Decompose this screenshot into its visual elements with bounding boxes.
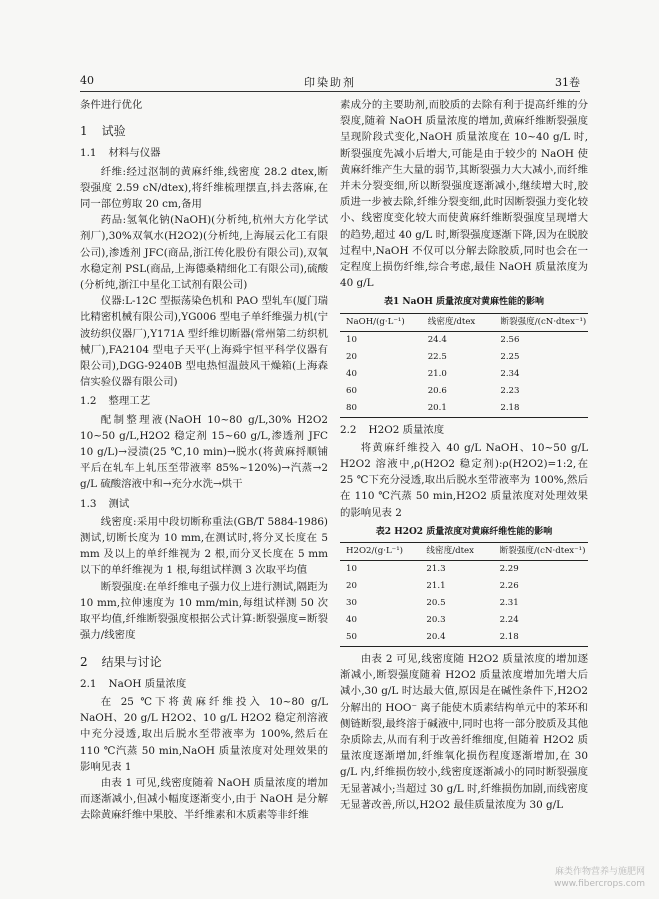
table-cell: 21.3 (426, 564, 446, 575)
paragraph-chemicals: 药品:氢氧化钠(NaOH)(分析纯,杭州大方化学试剂厂),30%双氧水(H2O2)(分析纯,上海展云化工有限公司),渗透剂 JFC(商品,浙江传化股份有限公司),双氧水稳定剂 PSL(商品,上海德桑精细化工有限公司),硫酸(分析纯,浙江中星化工试剂有限公司) (80, 214, 328, 292)
page-number: 40 (80, 74, 94, 87)
subsection-heading-2-2: 2.2 H2O2 质量浓度 (340, 423, 445, 436)
watermark (554, 866, 645, 890)
header-rule (80, 91, 580, 92)
table-cell: 10 (346, 334, 357, 345)
table2-header-row (340, 543, 588, 561)
table-row (340, 366, 588, 383)
table-cell: 2.56 (500, 334, 520, 345)
table-cell: 2.34 (500, 368, 520, 379)
table2 (340, 542, 588, 647)
table2-header-cell: 线密度/dtex (426, 546, 474, 557)
subsection-heading-1-3: 1.3 测试 (80, 497, 130, 510)
table-cell: 60 (346, 385, 357, 396)
paragraph-instruments: 仪器:L-12C 型振荡染色机和 PAO 型轧车(厦门瑞比精密机械有限公司),YG006 型电子单纤维强力机(宁波纺织仪器厂),Y171A 型纤维切断器(常州第二纺织机械厂),FA2104 型电子天平(上海舜宇恒平科学仪器有限公司),DGG-9240B 型电热恒温鼓风干燥箱(上海森信实验仪器有限公司) (80, 295, 328, 389)
right-column (340, 97, 588, 813)
table-row (340, 383, 588, 400)
table-cell: 20.6 (427, 385, 447, 396)
table-row (340, 612, 588, 629)
table-cell: 2.24 (499, 615, 519, 626)
subsection-heading-2-1: 2.1 NaOH 质量浓度 (80, 677, 187, 690)
table-cell: 2.18 (499, 632, 519, 643)
table-cell: 40 (346, 368, 357, 379)
paragraph-2-2-result: 由表 2 可见,线密度随 H2O2 质量浓度的增加逐渐减小,断裂强度随着 H2O2 质量浓度增加先增大后减小,30 g/L 时达最大值,原因是在碱性条件下,H2O2 分解出的 HOO⁻ 离子能使木质素结构单元中的苯环和侧链断裂,最终溶于碱液中,同时也将一部分胶质及其他杂质除去,从而有利于改善纤维细度,但随着 H2O2 质量浓度逐渐增加,纤维氧化损伤程度逐渐增加,在 30 g/L 内,纤维损伤较小,线密度逐渐减小的同时断裂强度无显著减小;当超过 30 g/L 时,纤维损伤加剧,而线密度无显著改善,所以,H2O2 最佳质量浓度为 30 g/L (340, 653, 588, 811)
table-cell: 20.4 (426, 632, 446, 643)
running-header (80, 74, 580, 90)
table-cell: 30 (346, 598, 357, 609)
table1-header-cell: 断裂强度/(cN·dtex⁻¹) (500, 316, 587, 327)
table-cell: 2.29 (499, 564, 519, 575)
table-cell: 21.0 (427, 368, 447, 379)
table-cell: 2.18 (500, 402, 520, 413)
paragraph-strength: 断裂强度:在单纤维电子强力仪上进行测试,隔距为 10 mm,拉伸速度为 10 mm/min,每组试样测 50 次取平均值,纤维断裂强度根据公式计算:断裂强度=断裂强力/线密度 (80, 580, 328, 642)
table1 (340, 313, 588, 418)
paragraph-2-1-result: 由表 1 可见,线密度随着 NaOH 质量浓度的增加而逐渐减小,但减小幅度逐渐变小,由于 NaOH 是分解去除黄麻纤维中果胶、半纤维素和木质素等非纤维 (80, 776, 328, 822)
table-cell: 2.23 (500, 385, 520, 396)
table-cell: 40 (346, 615, 357, 626)
table-cell: 2.25 (500, 351, 520, 362)
table-row (340, 629, 588, 647)
table-cell: 20.3 (426, 615, 446, 626)
table-cell: 20 (346, 581, 357, 592)
table2-header-cell: 断裂强度/(cN·dtex⁻¹) (499, 546, 586, 557)
section-heading-1: 1 试验 (80, 124, 126, 139)
watermark-site-name: 麻类作物营养与施肥网 (554, 867, 645, 877)
table-cell: 20.1 (427, 402, 447, 413)
table-cell: 2.31 (499, 598, 519, 609)
subsection-heading-1-2: 1.2 整理工艺 (80, 395, 151, 408)
table-row (340, 561, 588, 579)
intro-fragment: 条件进行优化 (80, 99, 143, 111)
table-row (340, 578, 588, 595)
watermark-url: www.fibercrops.com (554, 879, 645, 889)
paragraph-process: 配制整理液(NaOH 10~80 g/L,30% H2O2 10~50 g/L,H2O2 稳定剂 15~60 g/L,渗透剂 JFC 10 g/L)→浸渍(25 ℃,10 min)→脱水(将黄麻捋顺铺平后在轧车上轧压至带液率 85%~120%)→汽蒸→2 g/L 硫酸溶液中和→充分水洗→烘干 (80, 413, 328, 491)
journal-name: 印染助剂 (304, 76, 356, 89)
paragraph-fiber: 纤维:经过沤制的黄麻纤维,线密度 28.2 dtex,断裂强度 2.59 cN/dtex),将纤维梳理摆直,抖去落麻,在同一部位剪取 20 cm,备用 (80, 165, 328, 211)
table-row (340, 331, 588, 349)
table-row (340, 400, 588, 418)
table-cell: 80 (346, 402, 357, 413)
paragraph-fineness: 线密度:采用中段切断称重法(GB/T 5884-1986)测试,切断长度为 10 mm,在测试时,将分叉长度在 5 mm 及以上的单纤维视为 2 根,而分叉长度在 5 mm 以下的单纤维视为 1 根,每组试样测 3 次取平均值 (80, 515, 328, 577)
table1-header-cell: 线密度/dtex (427, 316, 476, 327)
volume-label: 31卷 (555, 76, 580, 89)
table-cell: 20.5 (426, 598, 446, 609)
paragraph-2-2-method: 将黄麻纤维投入 40 g/L NaOH、10~50 g/L H2O2 溶液中,ρ(H2O2 稳定剂):ρ(H2O2)=1:2,在 25 ℃下充分浸透,取出后脱水至带液率为 100%,然后在 110 ℃汽蒸 50 min,H2O2 质量浓度对处理效果的影响见表 2 (340, 441, 588, 519)
table2-header-cell: H2O2/(g·L⁻¹) (346, 546, 403, 557)
table1-header-cell: NaOH/(g·L⁻¹) (346, 316, 405, 327)
table-cell: 21.1 (426, 581, 446, 592)
paragraph-continuation: 素成分的主要助剂,而胶质的去除有利于提高纤维的分裂度,随着 NaOH 质量浓度的增加,黄麻纤维断裂强度呈现阶段式变化,NaOH 质量浓度在 10~40 g/L 时,断裂强度先减小后增大,可能是由于较少的 NaOH 使黄麻纤维产生大量的弱节,其断裂强力大大减小,而纤维并未分裂变细,所以断裂强度逐渐减小,继续增大时,胶质进一步被去除,纤维分裂变细,此时因断裂强力变化较小、线密度变化较大而使黄麻纤维断裂强度呈现增大的趋势,超过 40 g/L 时,断裂强度逐渐下降,因为在脱胶过程中,NaOH 不仅可以分解去除胶质,同时也会在一定程度上损伤纤维,综合考虑,最佳 NaOH 质量浓度为 40 g/L (340, 99, 588, 290)
table-cell: 50 (346, 632, 357, 643)
paragraph-2-1-method: 在 25 ℃下将黄麻纤维投入 10~80 g/L NaOH、20 g/L H2O2、10 g/L H2O2 稳定剂溶液中充分浸透,取出后脱水至带液率为 100%,然后在 110 ℃汽蒸 50 min,NaOH 质量浓度对处理效果的影响见表 1 (80, 695, 328, 773)
table-cell: 22.5 (427, 351, 447, 362)
section-heading-2: 2 结果与讨论 (80, 654, 162, 669)
table1-header-row (340, 313, 588, 331)
table-cell: 10 (346, 564, 357, 575)
table1-caption: 表1 NaOH 质量浓度对黄麻性能的影响 (384, 297, 544, 308)
table-cell: 20 (346, 351, 357, 362)
table2-caption: 表2 H2O2 质量浓度对黄麻纤维性能的影响 (375, 526, 553, 537)
left-column (80, 97, 328, 824)
table-cell: 2.26 (499, 581, 519, 592)
subsection-heading-1-1: 1.1 材料与仪器 (80, 147, 161, 160)
table-row (340, 595, 588, 612)
table-row (340, 349, 588, 366)
table-cell: 24.4 (427, 334, 447, 345)
